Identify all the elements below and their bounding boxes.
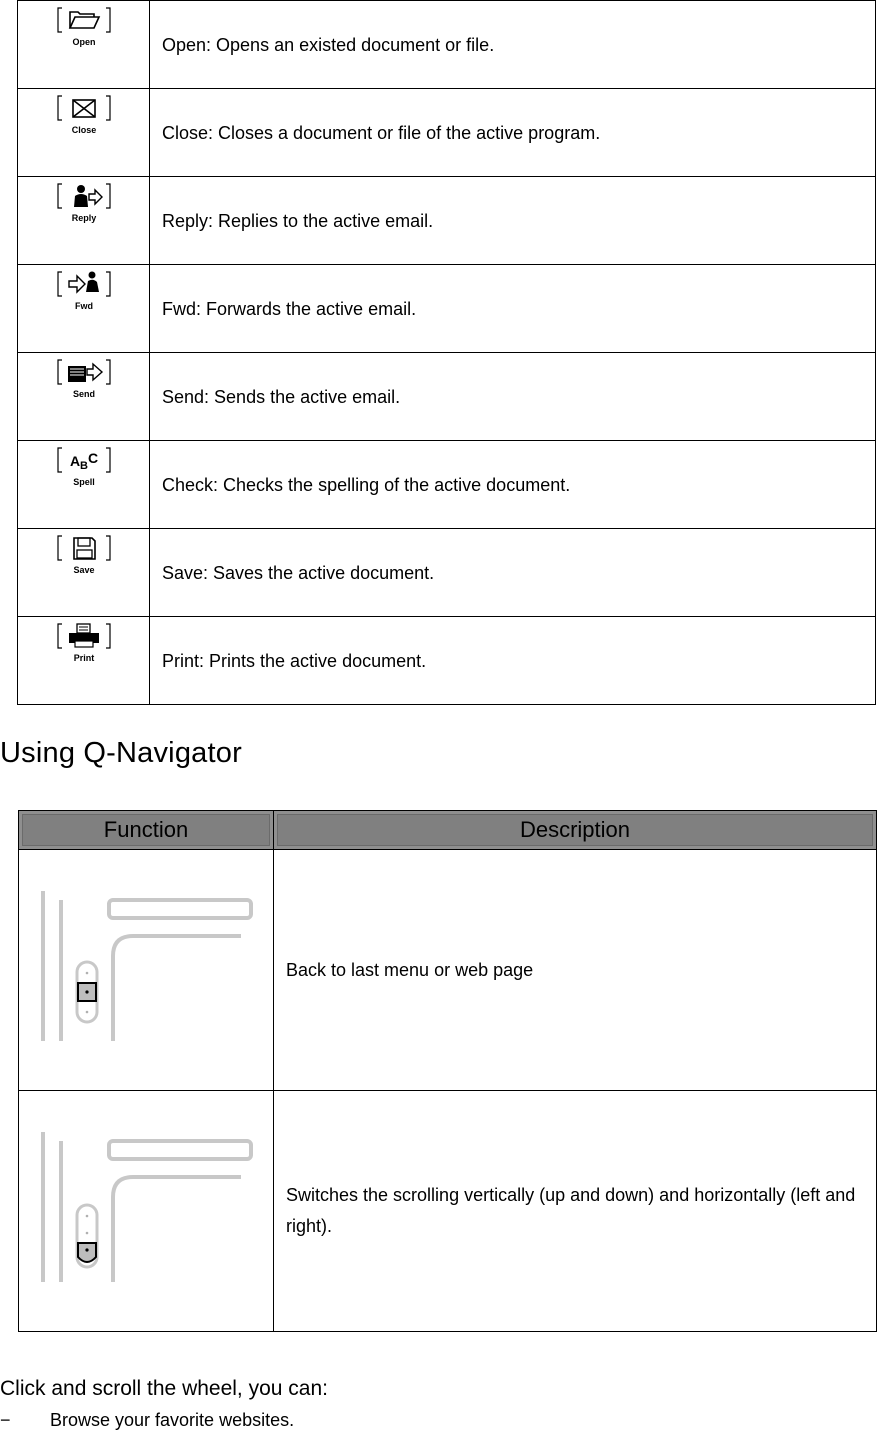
svg-text:C: C (87, 450, 98, 466)
click-scroll-heading: Click and scroll the wheel, you can: (0, 1377, 328, 1400)
svg-text:B: B (79, 460, 88, 472)
toolbar-icon-table (17, 0, 876, 705)
send-icon (56, 356, 112, 402)
table-row (18, 529, 876, 617)
table-row (18, 1, 876, 89)
print-icon (56, 620, 112, 666)
column-header-description: Description (274, 811, 877, 850)
navigator-description: Back to last menu or web page (274, 850, 877, 1091)
toolbar-icon-description: Print: Prints the active document. (150, 617, 876, 705)
save-icon (56, 532, 112, 578)
navigator-description: Switches the scrolling vertically (up and down) and horizontally (left and right). (274, 1091, 877, 1332)
navigator-switch-illustration (41, 1129, 273, 1294)
toolbar-icon-description: Open: Opens an existed document or file. (150, 1, 876, 89)
column-header-function: Function (19, 811, 274, 850)
bullet-text: Browse your favorite websites. (50, 1410, 295, 1430)
toolbar-icon-description: Reply: Replies to the active email. (150, 177, 876, 265)
toolbar-icon-label: Reply (71, 213, 96, 223)
toolbar-icon-label: Send (72, 389, 95, 399)
navigator-press-illustration (41, 888, 273, 1053)
table-header-row (19, 811, 877, 850)
toolbar-icon-label: Open (71, 37, 96, 47)
fwd-icon (56, 268, 112, 314)
spell-icon (56, 444, 112, 490)
toolbar-icon-description: Save: Saves the active document. (150, 529, 876, 617)
table-row (18, 441, 876, 529)
reply-icon (56, 180, 112, 226)
toolbar-icon-description: Check: Checks the spelling of the active document. (150, 441, 876, 529)
toolbar-icon-label: Spell (72, 477, 95, 487)
table-row (18, 353, 876, 441)
table-row (18, 89, 876, 177)
section-heading: Using Q-Navigator (0, 737, 242, 769)
toolbar-icon-description: Fwd: Forwards the active email. (150, 265, 876, 353)
table-row (19, 850, 877, 1091)
toolbar-icon-label: Close (71, 125, 96, 135)
table-row (18, 265, 876, 353)
table-row (18, 177, 876, 265)
open-icon (56, 4, 112, 50)
toolbar-icon-description: Send: Sends the active email. (150, 353, 876, 441)
table-row (19, 1091, 877, 1332)
list-item (0, 1408, 294, 1432)
toolbar-icon-label: Save (72, 565, 95, 575)
svg-text:A: A (69, 453, 80, 469)
table-row (18, 617, 876, 705)
close-icon (56, 92, 112, 138)
toolbar-icon-description: Close: Closes a document or file of the active program. (150, 89, 876, 177)
navigator-function-table (18, 810, 877, 1332)
toolbar-icon-label: Fwd (74, 301, 93, 311)
toolbar-icon-label: Print (73, 653, 94, 663)
bullet-marker: − (0, 1410, 11, 1430)
